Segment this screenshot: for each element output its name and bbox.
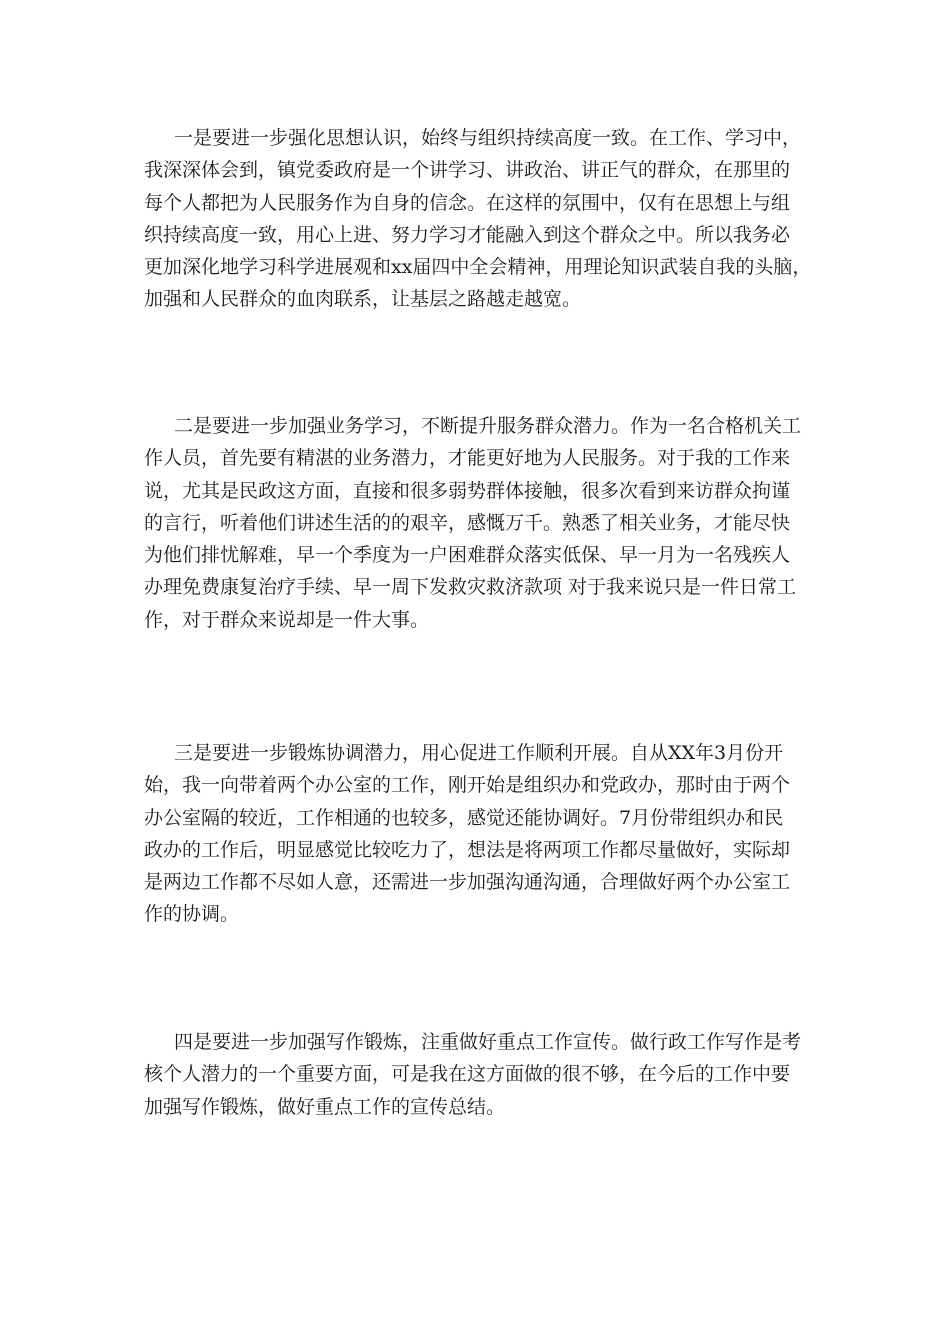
paragraph-line: 核个人潜力的一个重要方面，可是我在这方面做的很不够，在今后的工作中要 [144, 1063, 791, 1086]
paragraph-line: 为他们排忧解难，早一个季度为一户困难群众落实低保、早一月为一名残疾人 [144, 544, 791, 567]
paragraph-4 [144, 1026, 824, 1123]
paragraph-line: 加强和人民群众的血肉联系，让基层之路越走越宽。 [144, 288, 582, 311]
paragraph-line: 办理免费康复治疗手续、早一周下发救灾救济款项 对于我来说只是一件日常工 [144, 576, 797, 599]
paragraph-3 [144, 737, 824, 931]
paragraph-line: 更加深化地学习科学进展观和xx届四中全会精神，用理论知识武装自我的头脑， [144, 256, 812, 279]
paragraph-line: 的言行，听着他们讲述生活的的艰辛，感慨万千。熟悉了相关业务，才能尽快 [144, 511, 791, 534]
paragraph-line: 二是要进一步加强业务学习，不断提升服务群众潜力。作为一名合格机关工 [174, 415, 802, 437]
paragraph-line: 一是要进一步强化思想认识，始终与组织持续高度一致。在工作、学习中， [174, 127, 802, 149]
paragraph-line: 始，我一向带着两个办公室的工作，刚开始是组织办和党政办，那时由于两个 [144, 774, 791, 797]
paragraph-1 [144, 122, 824, 316]
paragraph-line: 作人员，首先要有精湛的业务潜力，才能更好地为人民服务。对于我的工作来 [144, 447, 791, 470]
paragraph-line: 三是要进一步锻炼协调潜力，用心促进工作顺利开展。自从XX年3月份开 [174, 742, 784, 764]
paragraph-line: 说，尤其是民政这方面，直接和很多弱势群体接触，很多次看到来访群众拘谨 [144, 479, 791, 502]
paragraph-line: 织持续高度一致，用心上进、努力学习才能融入到这个群众之中。所以我务必 [144, 223, 791, 246]
paragraph-line: 是两边工作都不尽如人意，还需进一步加强沟通沟通，合理做好两个办公室工 [144, 871, 791, 894]
paragraph-line: 作，对于群众来说却是一件大事。 [144, 608, 430, 631]
paragraph-line: 加强写作锻炼，做好重点工作的宣传总结。 [144, 1095, 506, 1118]
paragraph-line: 四是要进一步加强写作锻炼，注重做好重点工作宣传。做行政工作写作是考 [174, 1031, 802, 1053]
paragraph-2 [144, 410, 824, 636]
paragraph-line: 办公室隔的较近，工作相通的也较多，感觉还能协调好。7月份带组织办和民 [144, 806, 784, 829]
paragraph-line: 政办的工作后，明显感觉比较吃力了，想法是将两项工作都尽量做好，实际却 [144, 838, 791, 861]
paragraph-line: 我深深体会到，镇党委政府是一个讲学习、讲政治、讲正气的群众，在那里的 [144, 159, 791, 182]
paragraph-line: 每个人都把为人民服务作为自身的信念。在这样的氛围中，仅有在思想上与组 [144, 191, 791, 214]
paragraph-line: 作的协调。 [144, 903, 240, 926]
